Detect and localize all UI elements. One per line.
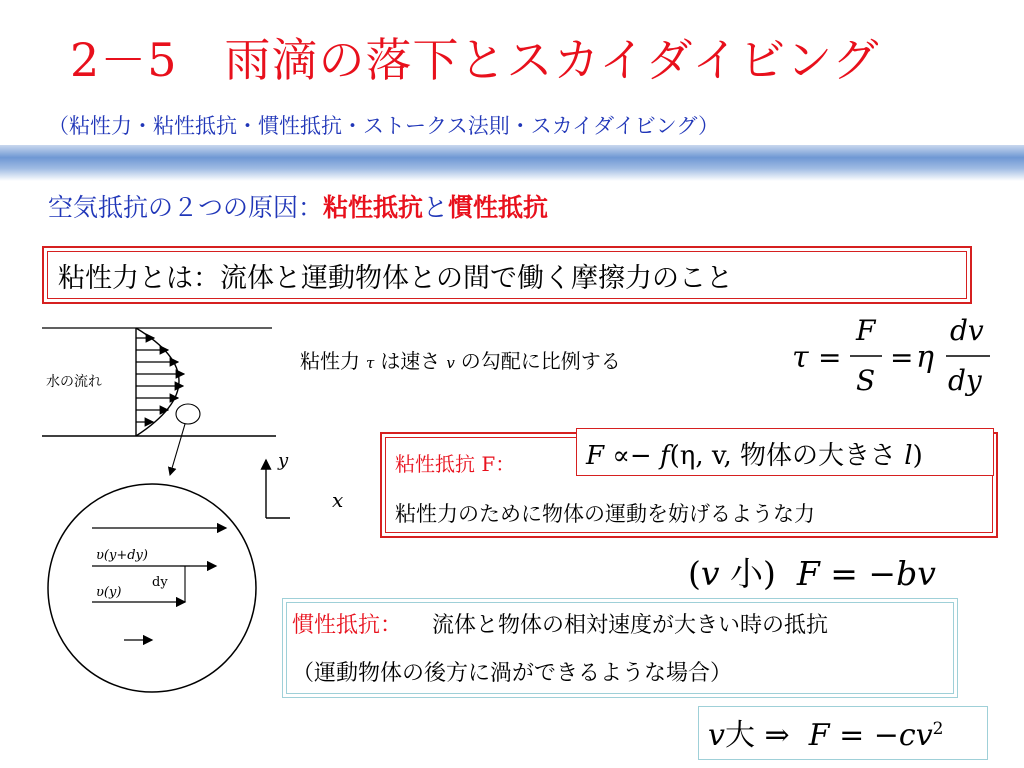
zoom-marker — [176, 404, 200, 424]
prop-v: v — [446, 354, 455, 372]
page-subtitle: （粘性力・粘性抵抗・慣性抵抗・ストークス法則・スカイダイビング） — [48, 114, 719, 138]
formula-proportional: ∝− — [604, 441, 660, 471]
label-v-y-dy: υ(y+dy) — [96, 548, 148, 563]
section-heading — [48, 188, 548, 224]
eq1-den-dy: dy — [948, 364, 982, 397]
label-dy: dy — [152, 575, 168, 590]
eq3-cv: cv — [898, 718, 933, 753]
eq1-den-S: S — [856, 364, 876, 397]
formula-close: ) — [912, 441, 923, 471]
header-divider-band — [0, 145, 1024, 181]
zoom-arrow — [170, 424, 185, 475]
large-velocity-equation — [708, 710, 943, 754]
inertial-resistance-description: 流体と物体の相対速度が大きい時の抵抗 — [432, 613, 829, 638]
small-velocity-equation — [688, 548, 936, 595]
inertial-resistance-note: （運動物体の後方に渦ができるような場合） — [292, 661, 733, 686]
formula-l: l — [904, 441, 913, 471]
eq2-bv: bv — [896, 554, 936, 593]
inertial-resistance-label: 慣性抵抗： — [292, 613, 403, 638]
viscous-resistance-description: 粘性力のために物体の運動を妨げるような力 — [395, 502, 815, 526]
eq1-equals-2: = — [890, 341, 914, 374]
eq1-num-F: F — [856, 314, 876, 347]
prop-part3: の勾配に比例する — [460, 349, 621, 373]
eq2-v: v — [700, 554, 720, 593]
viscous-resistance-label: 粘性抵抗 F： — [395, 452, 516, 476]
eq2-F: F — [796, 554, 820, 593]
eq2-close: ) — [763, 554, 776, 593]
prop-part2: は速さ — [380, 349, 441, 373]
eq3-F: F — [808, 718, 830, 753]
prop-part1: 粘性力 — [300, 349, 360, 373]
formula-size-word: 物体の大きさ — [739, 441, 896, 471]
heading-prefix: 空気抵抗の２つの原因： — [48, 193, 324, 222]
eq1-equals-1: = — [818, 341, 842, 374]
prop-tau: τ — [366, 354, 375, 372]
viscous-formula — [586, 435, 923, 472]
eq3-exponent: 2 — [932, 719, 944, 739]
formula-args: (η, v, — [669, 441, 740, 471]
label-v-y: υ(y) — [96, 585, 122, 600]
eq3-large: 大 — [724, 718, 755, 753]
heading-middle: と — [423, 193, 449, 222]
flow-label: 水の流れ — [46, 374, 102, 390]
y-axis-label: y — [278, 450, 289, 471]
eq2-rhs: = − — [819, 554, 897, 593]
eq3-rhs: = − — [829, 718, 899, 753]
eq2-small: 小 — [730, 554, 764, 593]
definition-text: 粘性力とは：流体と運動物体との間で働く摩擦力のこと — [58, 263, 733, 294]
viscosity-equation — [790, 312, 1000, 402]
heading-term-viscous: 粘性抵抗 — [323, 193, 424, 222]
eq3-arrow: ⇒ — [754, 718, 800, 753]
formula-F: F — [586, 441, 605, 471]
velocity-profile-curve — [136, 328, 179, 436]
eq3-v: v — [708, 718, 725, 753]
eq1-eta: η — [916, 340, 934, 375]
eq1-tau: τ — [792, 340, 809, 375]
eq1-num-dv: dv — [950, 314, 984, 347]
x-axis-label: x — [332, 488, 344, 512]
formula-f: f — [659, 441, 670, 471]
heading-term-inertial: 慣性抵抗 — [448, 193, 549, 222]
flow-velocity-diagram — [40, 320, 290, 715]
eq2-open: ( — [688, 554, 701, 593]
page-title: 2－5 雨滴の落下とスカイダイビング — [70, 33, 880, 87]
proportionality-statement — [300, 345, 621, 374]
